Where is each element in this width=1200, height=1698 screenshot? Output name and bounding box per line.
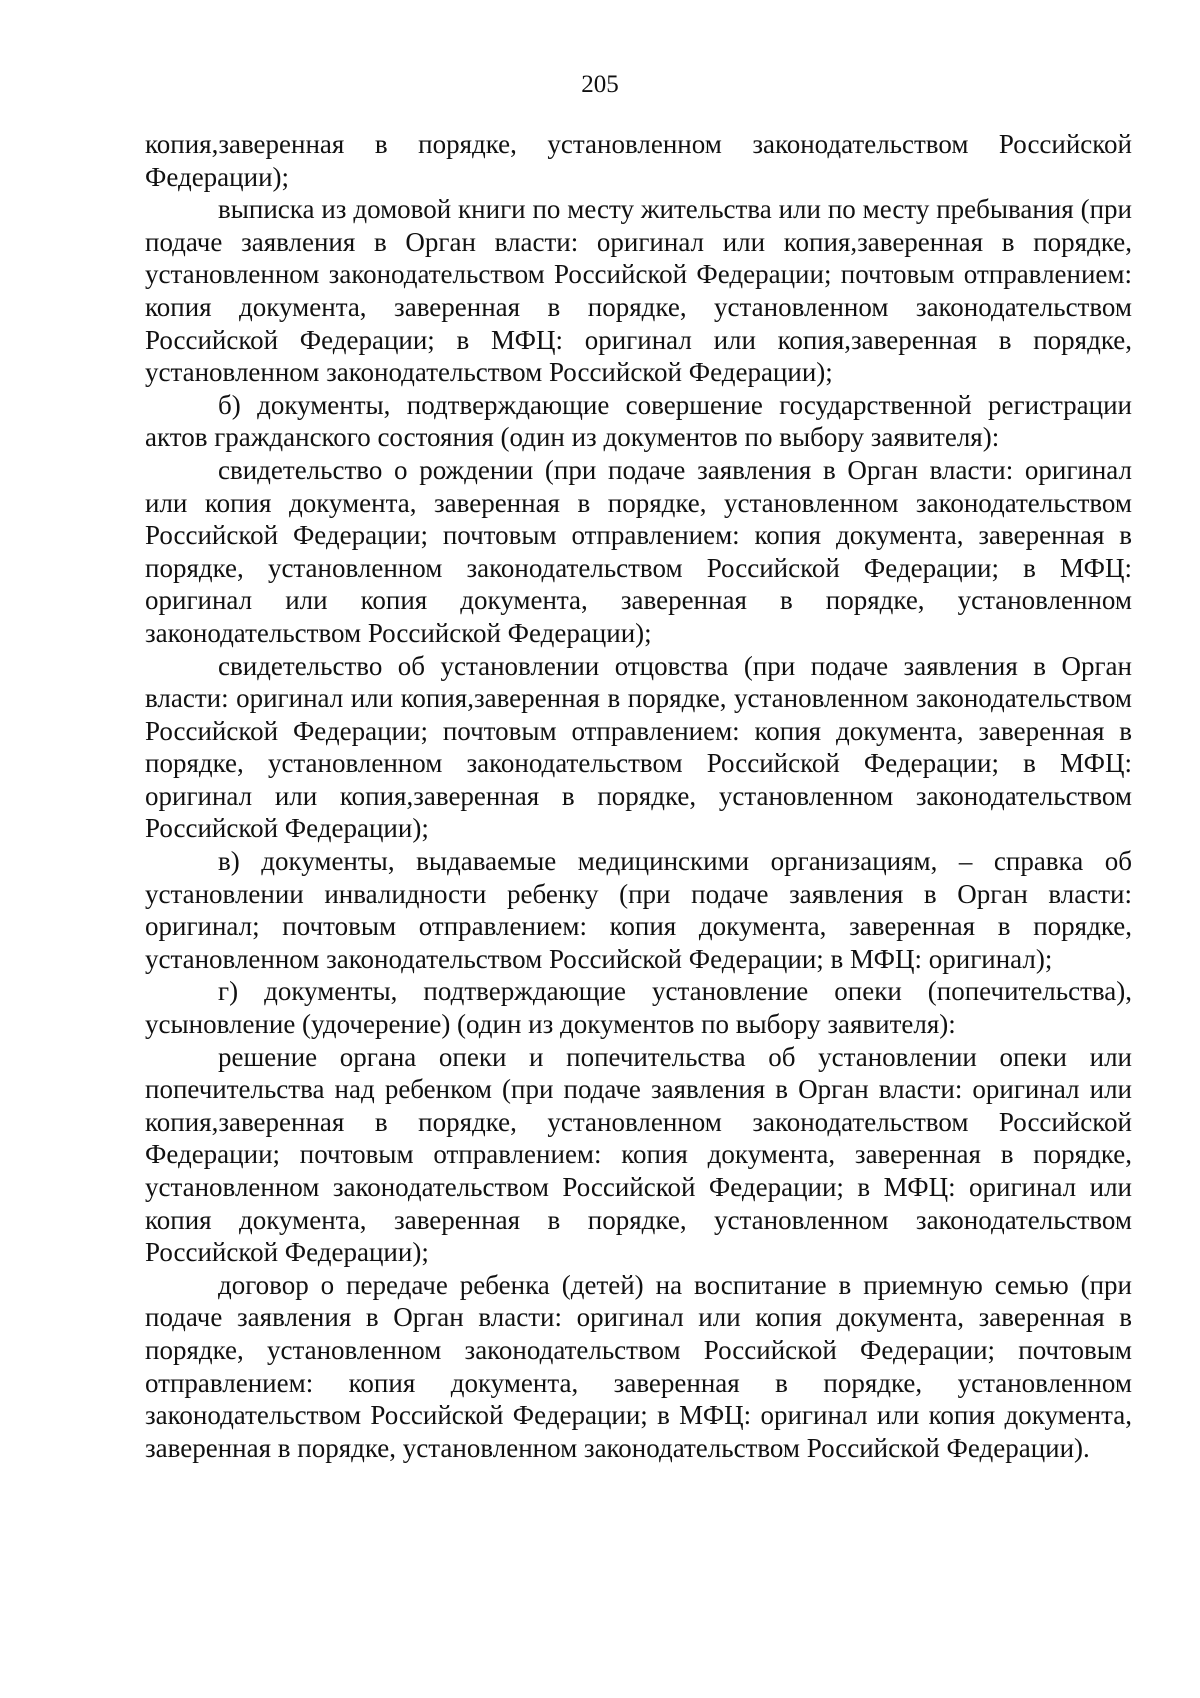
paragraph-continuation: копия,заверенная в порядке, установленном законодательством Российской Федерации); xyxy=(145,129,1132,192)
paragraph-guardianship-decision: решение органа опеки и попечительства об установлении опеки или попечительства над ребенком (при подаче заявления в Орган власти: оригинал или копия,заверенная в порядке, установленном законодательством Российской Федерации; почтовым отправлением: копия документа, заверенная в порядке, установленном законодательством Российской Федерации; в МФЦ: оригинал или копия документа, заверенная в порядке, установленном законодательством Российской Федерации); xyxy=(145,1041,1132,1268)
document-body xyxy=(145,128,1132,1464)
paragraph-foster-family-agreement: договор о передаче ребенка (детей) на воспитание в приемную семью (при подаче заявления в Орган власти: оригинал или копия документа, заверенная в порядке, установленном законодательством Российской Федерации; почтовым отправлением: копия документа, заверенная в порядке, установленном законодательством Российской Федерации; в МФЦ: оригинал или копия документа, заверенная в порядке, установленном законодательством Российской Федерации). xyxy=(145,1269,1132,1463)
paragraph-medical-documents: в) документы, выдаваемые медицинскими организациям, – справка об установлении инвалидности ребенку (при подаче заявления в Орган власти: оригинал; почтовым отправлением: копия документа, заверенная в порядке, установленном законодательством Российской Федерации; в МФЦ: оригинал); xyxy=(145,846,1132,974)
paragraph-house-book-extract: выписка из домовой книги по месту жительства или по месту пребывания (при подаче заявления в Орган власти: оригинал или копия,заверенная в порядке, установленном законодательством Российской Федерации; почтовым отправлением: копия документа, заверенная в порядке, установленном законодательством Российской Федерации; в МФЦ: оригинал или копия,заверенная в порядке, установленном законодательством Российской Федерации); xyxy=(145,194,1132,388)
paragraph-civil-registration-documents: б) документы, подтверждающие совершение государственной регистрации актов гражданского состояния (один из документов по выбору заявителя): xyxy=(145,389,1132,453)
page-number: 205 xyxy=(581,71,619,98)
paragraph-guardianship-documents: г) документы, подтверждающие установление опеки (попечительства), усыновление (удочерение) (один из документов по выбору заявителя): xyxy=(145,976,1132,1040)
paragraph-paternity-certificate: свидетельство об установлении отцовства (при подаче заявления в Орган власти: оригинал или копия,заверенная в порядке, установленном законодательством Российской Федерации; почтовым отправлением: копия документа, заверенная в порядке, установленном законодательством Российской Федерации; в МФЦ: оригинал или копия,заверенная в порядке, установленном законодательством Российской Федерации); xyxy=(145,650,1132,844)
paragraph-birth-certificate: свидетельство о рождении (при подаче заявления в Орган власти: оригинал или копия документа, заверенная в порядке, установленном законодательством Российской Федерации; почтовым отправлением: копия документа, заверенная в порядке, установленном законодательством Российской Федерации; в МФЦ: оригинал или копия документа, заверенная в порядке, установленном законодательством Российской Федерации); xyxy=(145,454,1132,648)
